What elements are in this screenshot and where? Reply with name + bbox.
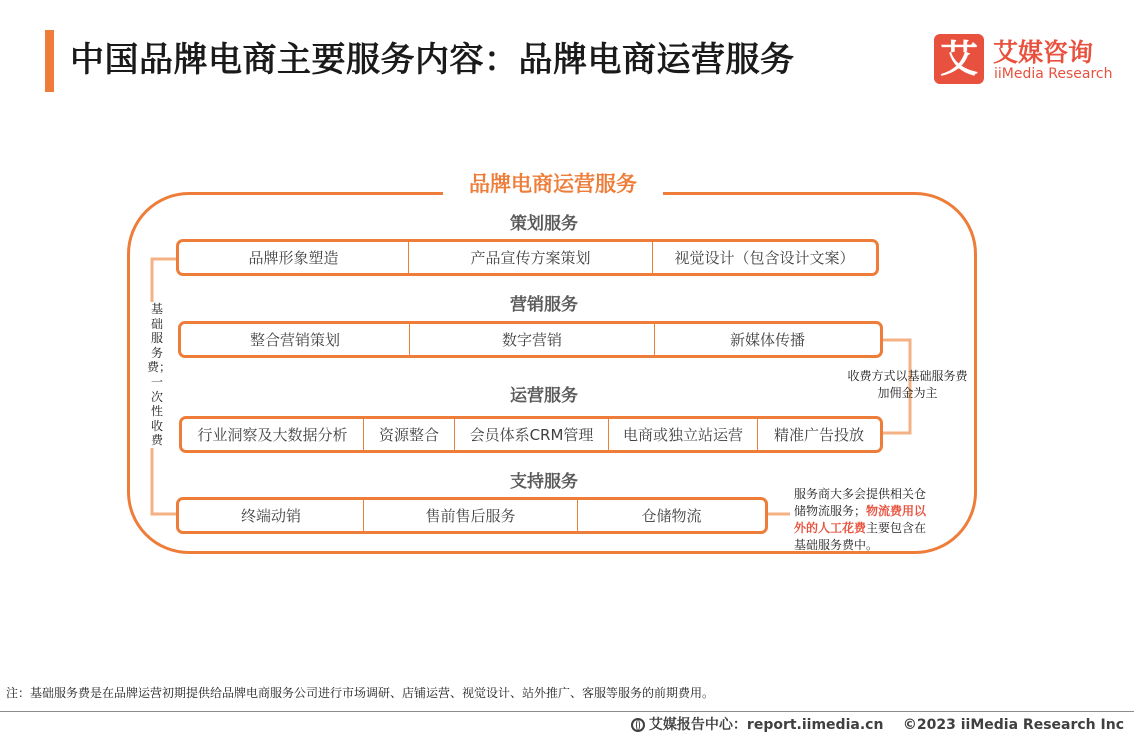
footer-copyright: ©2023 iiMedia Research Inc xyxy=(902,717,1124,733)
globe-icon xyxy=(631,718,645,732)
planning-row xyxy=(176,239,879,276)
brand-logo-cn: 艾媒咨询 xyxy=(993,38,1094,67)
brand-logo-en: iiMedia Research xyxy=(994,66,1113,82)
support-item: 仓储物流 xyxy=(577,500,765,531)
commission-note: 收费方式以基础服务费加佣金为主 xyxy=(847,369,968,400)
support-item: 终端动销 xyxy=(240,507,301,525)
section-title-planning: 策划服务 xyxy=(510,214,578,234)
left-fee-note: 基础服务费；一次性收费 xyxy=(147,302,172,448)
operations-item: 精准广告投放 xyxy=(757,419,880,450)
logistics-note-highlight: 物流费用以外的人工花费 xyxy=(794,504,927,535)
logistics-note-text-end: 主要包含在基础服务费中。 xyxy=(794,521,927,552)
operations-item: 行业洞察及大数据分析 xyxy=(197,426,348,444)
logistics-note xyxy=(794,486,934,554)
support-row xyxy=(176,497,768,534)
operations-item: 资源整合 xyxy=(363,419,454,450)
marketing-row xyxy=(178,321,883,358)
footnote: 注：基础服务费是在品牌运营初期提供给品牌电商服务公司进行市场调研、店铺运营、视觉设计、站外推广、客服等服务的前期费用。 xyxy=(6,686,715,700)
brand-logo-glyph: 艾 xyxy=(939,37,978,81)
marketing-item: 整合营销策划 xyxy=(249,331,340,349)
marketing-item: 新媒体传播 xyxy=(654,324,880,355)
footer xyxy=(631,714,1124,734)
marketing-item: 数字营销 xyxy=(409,324,654,355)
planning-item: 视觉设计（包含设计文案） xyxy=(652,242,876,273)
footer-divider xyxy=(0,711,1134,712)
page-title: 中国品牌电商主要服务内容：品牌电商运营服务 xyxy=(70,40,795,80)
support-item: 售前售后服务 xyxy=(363,500,577,531)
operations-row xyxy=(179,416,883,453)
operations-item: 会员体系CRM管理 xyxy=(454,419,608,450)
section-title-support: 支持服务 xyxy=(510,472,578,492)
section-title-operations: 运营服务 xyxy=(510,386,578,406)
section-title-marketing: 营销服务 xyxy=(510,295,578,315)
planning-item: 品牌形象塑造 xyxy=(248,249,339,267)
logistics-note-text: 服务商大多会提供相关仓储物流服务； xyxy=(794,487,927,518)
planning-item: 产品宣传方案策划 xyxy=(408,242,652,273)
footer-source: 艾媒报告中心：report.iimedia.cn xyxy=(648,717,884,733)
operations-item: 电商或独立站运营 xyxy=(608,419,757,450)
outer-title: 品牌电商运营服务 xyxy=(469,172,637,196)
